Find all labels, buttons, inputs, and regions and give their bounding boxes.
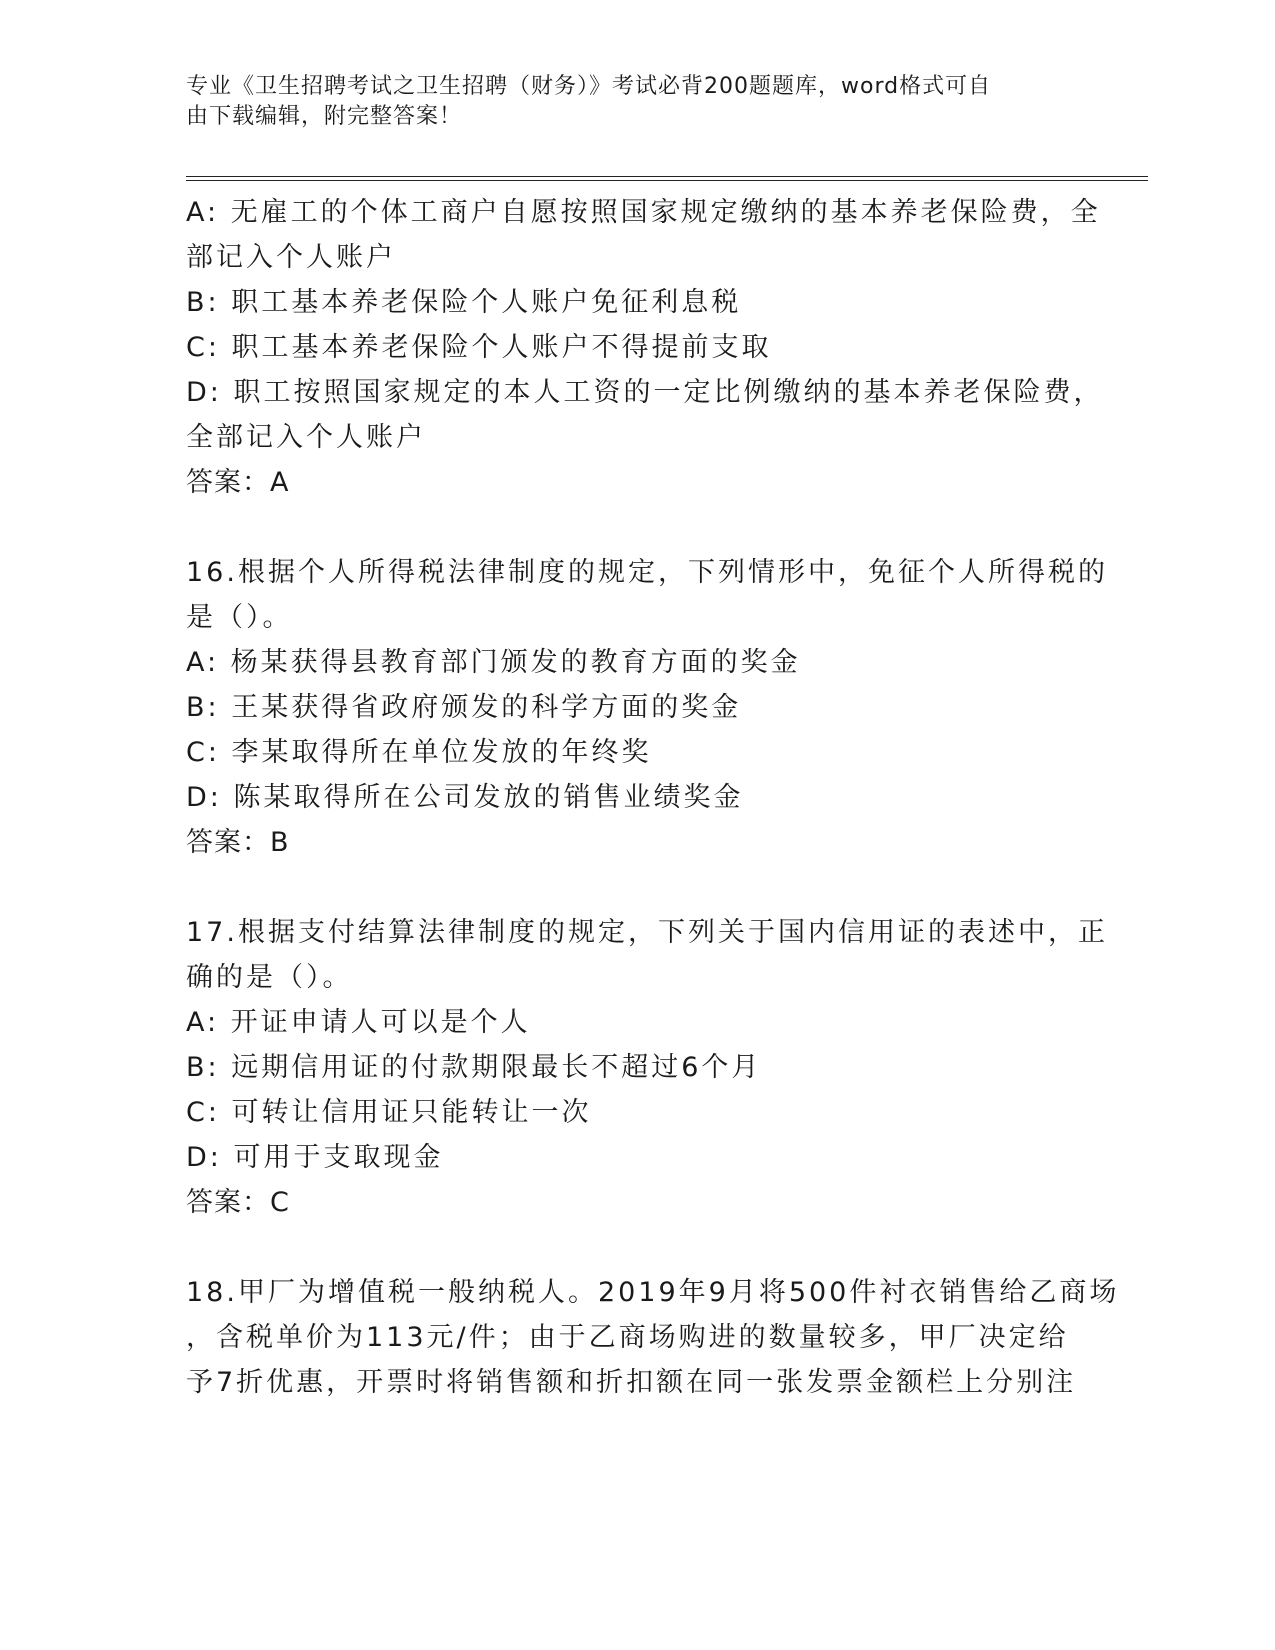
question-15 [186, 190, 1104, 505]
spacer [186, 1225, 1066, 1270]
document-header [186, 72, 1066, 132]
option-c: C: 李某取得所在单位发放的年终奖 [186, 737, 652, 768]
option-a-line-1: A: 无雇工的个体工商户自愿按照国家规定缴纳的基本养老保险费，全 [186, 197, 1101, 228]
question-stem-line-2: 是（）。 [186, 602, 293, 633]
option-b: B: 职工基本养老保险个人账户免征利息税 [186, 287, 742, 318]
option-d: D: 陈某取得所在公司发放的销售业绩奖金 [186, 782, 744, 813]
header-line-2: 由下载编辑，附完整答案！ [186, 104, 463, 129]
question-stem-line-1: 16.根据个人所得税法律制度的规定，下列情形中，免征个人所得税的 [186, 557, 1108, 588]
question-list [186, 190, 1120, 1405]
option-b: B: 王某获得省政府颁发的科学方面的奖金 [186, 692, 742, 723]
question-stem-line-2: 确的是（）。 [186, 962, 353, 993]
spacer [186, 865, 1066, 910]
question-18 [186, 1270, 1120, 1405]
option-d-line-2: 全部记入个人账户 [186, 422, 426, 453]
question-17 [186, 910, 1108, 1225]
answer: 答案：B [186, 827, 290, 858]
option-d: D: 可用于支取现金 [186, 1142, 444, 1173]
question-stem-line-2: ，含税单价为113元/件；由于乙商场购进的数量较多，甲厂决定给 [186, 1322, 1069, 1353]
option-c: C: 可转让信用证只能转让一次 [186, 1097, 592, 1128]
question-stem-line-1: 18.甲厂为增值税一般纳税人。2019年9月将500件衬衣销售给乙商场 [186, 1277, 1120, 1308]
option-c: C: 职工基本养老保险个人账户不得提前支取 [186, 332, 772, 363]
question-stem-line-1: 17.根据支付结算法律制度的规定，下列关于国内信用证的表述中，正 [186, 917, 1108, 948]
option-d-line-1: D: 职工按照国家规定的本人工资的一定比例缴纳的基本养老保险费， [186, 377, 1104, 408]
spacer [186, 505, 1066, 550]
header-divider [186, 176, 1148, 181]
question-16 [186, 550, 1108, 865]
question-stem-line-3: 予7折优惠，开票时将销售额和折扣额在同一张发票金额栏上分别注 [186, 1367, 1077, 1398]
option-a: A: 开证申请人可以是个人 [186, 1007, 531, 1038]
option-a: A: 杨某获得县教育部门颁发的教育方面的奖金 [186, 647, 801, 678]
answer: 答案：A [186, 467, 290, 498]
option-a-line-2: 部记入个人账户 [186, 242, 396, 273]
answer: 答案：C [186, 1187, 290, 1218]
header-line-1: 专业《卫生招聘考试之卫生招聘（财务）》考试必背200题题库，word格式可自 [186, 74, 992, 99]
option-b: B: 远期信用证的付款期限最长不超过6个月 [186, 1052, 762, 1083]
